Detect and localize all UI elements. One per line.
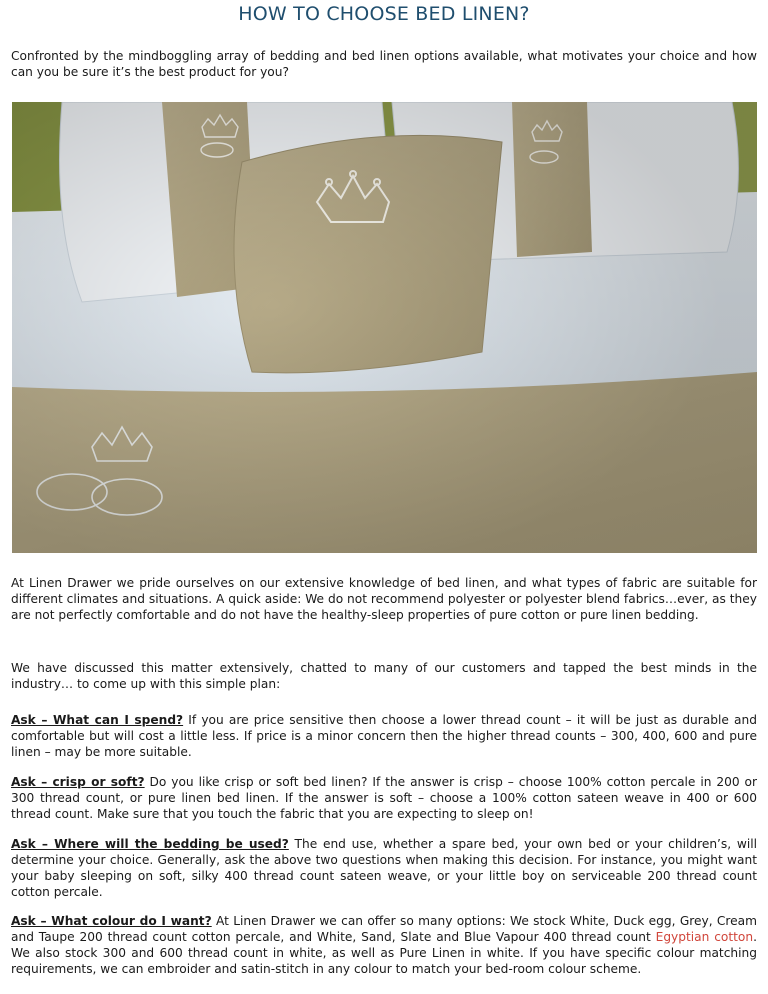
question-crisp-soft: [11, 774, 757, 822]
egyptian-cotton-link[interactable]: Egyptian cotton: [655, 930, 754, 944]
question-spend-heading: Ask – What can I spend?: [11, 713, 184, 727]
question-usage: [11, 836, 757, 900]
question-colour: [11, 913, 757, 977]
question-spend: [11, 712, 757, 760]
question-colour-heading: Ask – What colour do I want?: [11, 914, 212, 928]
question-spend-text: If you are price sensitive then choose a lower thread count – it will be just as durable and comfortable but will cost a little less. If price is a minor concern then the higher thread counts – 300, 400, 600 and pure linen – may be more suitable.: [11, 713, 757, 759]
bed-linen-photo: [12, 102, 757, 553]
page-title: HOW TO CHOOSE BED LINEN?: [238, 3, 530, 25]
question-usage-text: The end use, whether a spare bed, your own bed or your children’s, will determine your choice. Generally, ask the above two questions when making this decision. For instance, you might want your baby sleeping on soft, silky 400 thread count sateen weave, or your little boy on serviceable 200 thread count cotton percale.: [11, 837, 757, 899]
question-colour-text-b: . We also stock 300 and 600 thread count in white, as well as Pure Linen in white. If you have specific colour matching requirements, we can embroider and satin-stitch in any colour to match your bed-room colour scheme.: [11, 930, 757, 976]
knowledge-paragraph: At Linen Drawer we pride ourselves on our extensive knowledge of bed linen, and what types of fabric are suitable for different climates and situations. A quick aside: We do not recommend polyester or polyester blend fabrics…ever, as they are not perfectly comfortable and do not have the healthy-sleep properties of pure cotton or pure linen bedding.: [11, 576, 757, 622]
question-crisp-soft-heading: Ask – crisp or soft?: [11, 775, 145, 789]
plan-paragraph: We have discussed this matter extensively, chatted to many of our customers and tapped the best minds in the industry… to come up with this simple plan:: [11, 661, 757, 691]
question-crisp-soft-text: Do you like crisp or soft bed linen? If the answer is crisp – choose 100% cotton percale in 200 or 300 thread count, or pure linen bed linen. If the answer is soft – choose a 100% cotton sateen weave in 400 or 600 thread count. Make sure that you touch the fabric that you are expecting to sleep on!: [11, 775, 757, 821]
question-colour-text-a: At Linen Drawer we can offer so many options: We stock White, Duck egg, Grey, Cream and Taupe 200 thread count cotton percale, and White, Sand, Slate and Blue Vapour 400 thread count: [11, 914, 757, 944]
intro-paragraph: Confronted by the mindboggling array of bedding and bed linen options available, what motivates your choice and how can you be sure it’s the best product for you?: [11, 49, 757, 79]
question-usage-heading: Ask – Where will the bedding be used?: [11, 837, 289, 851]
